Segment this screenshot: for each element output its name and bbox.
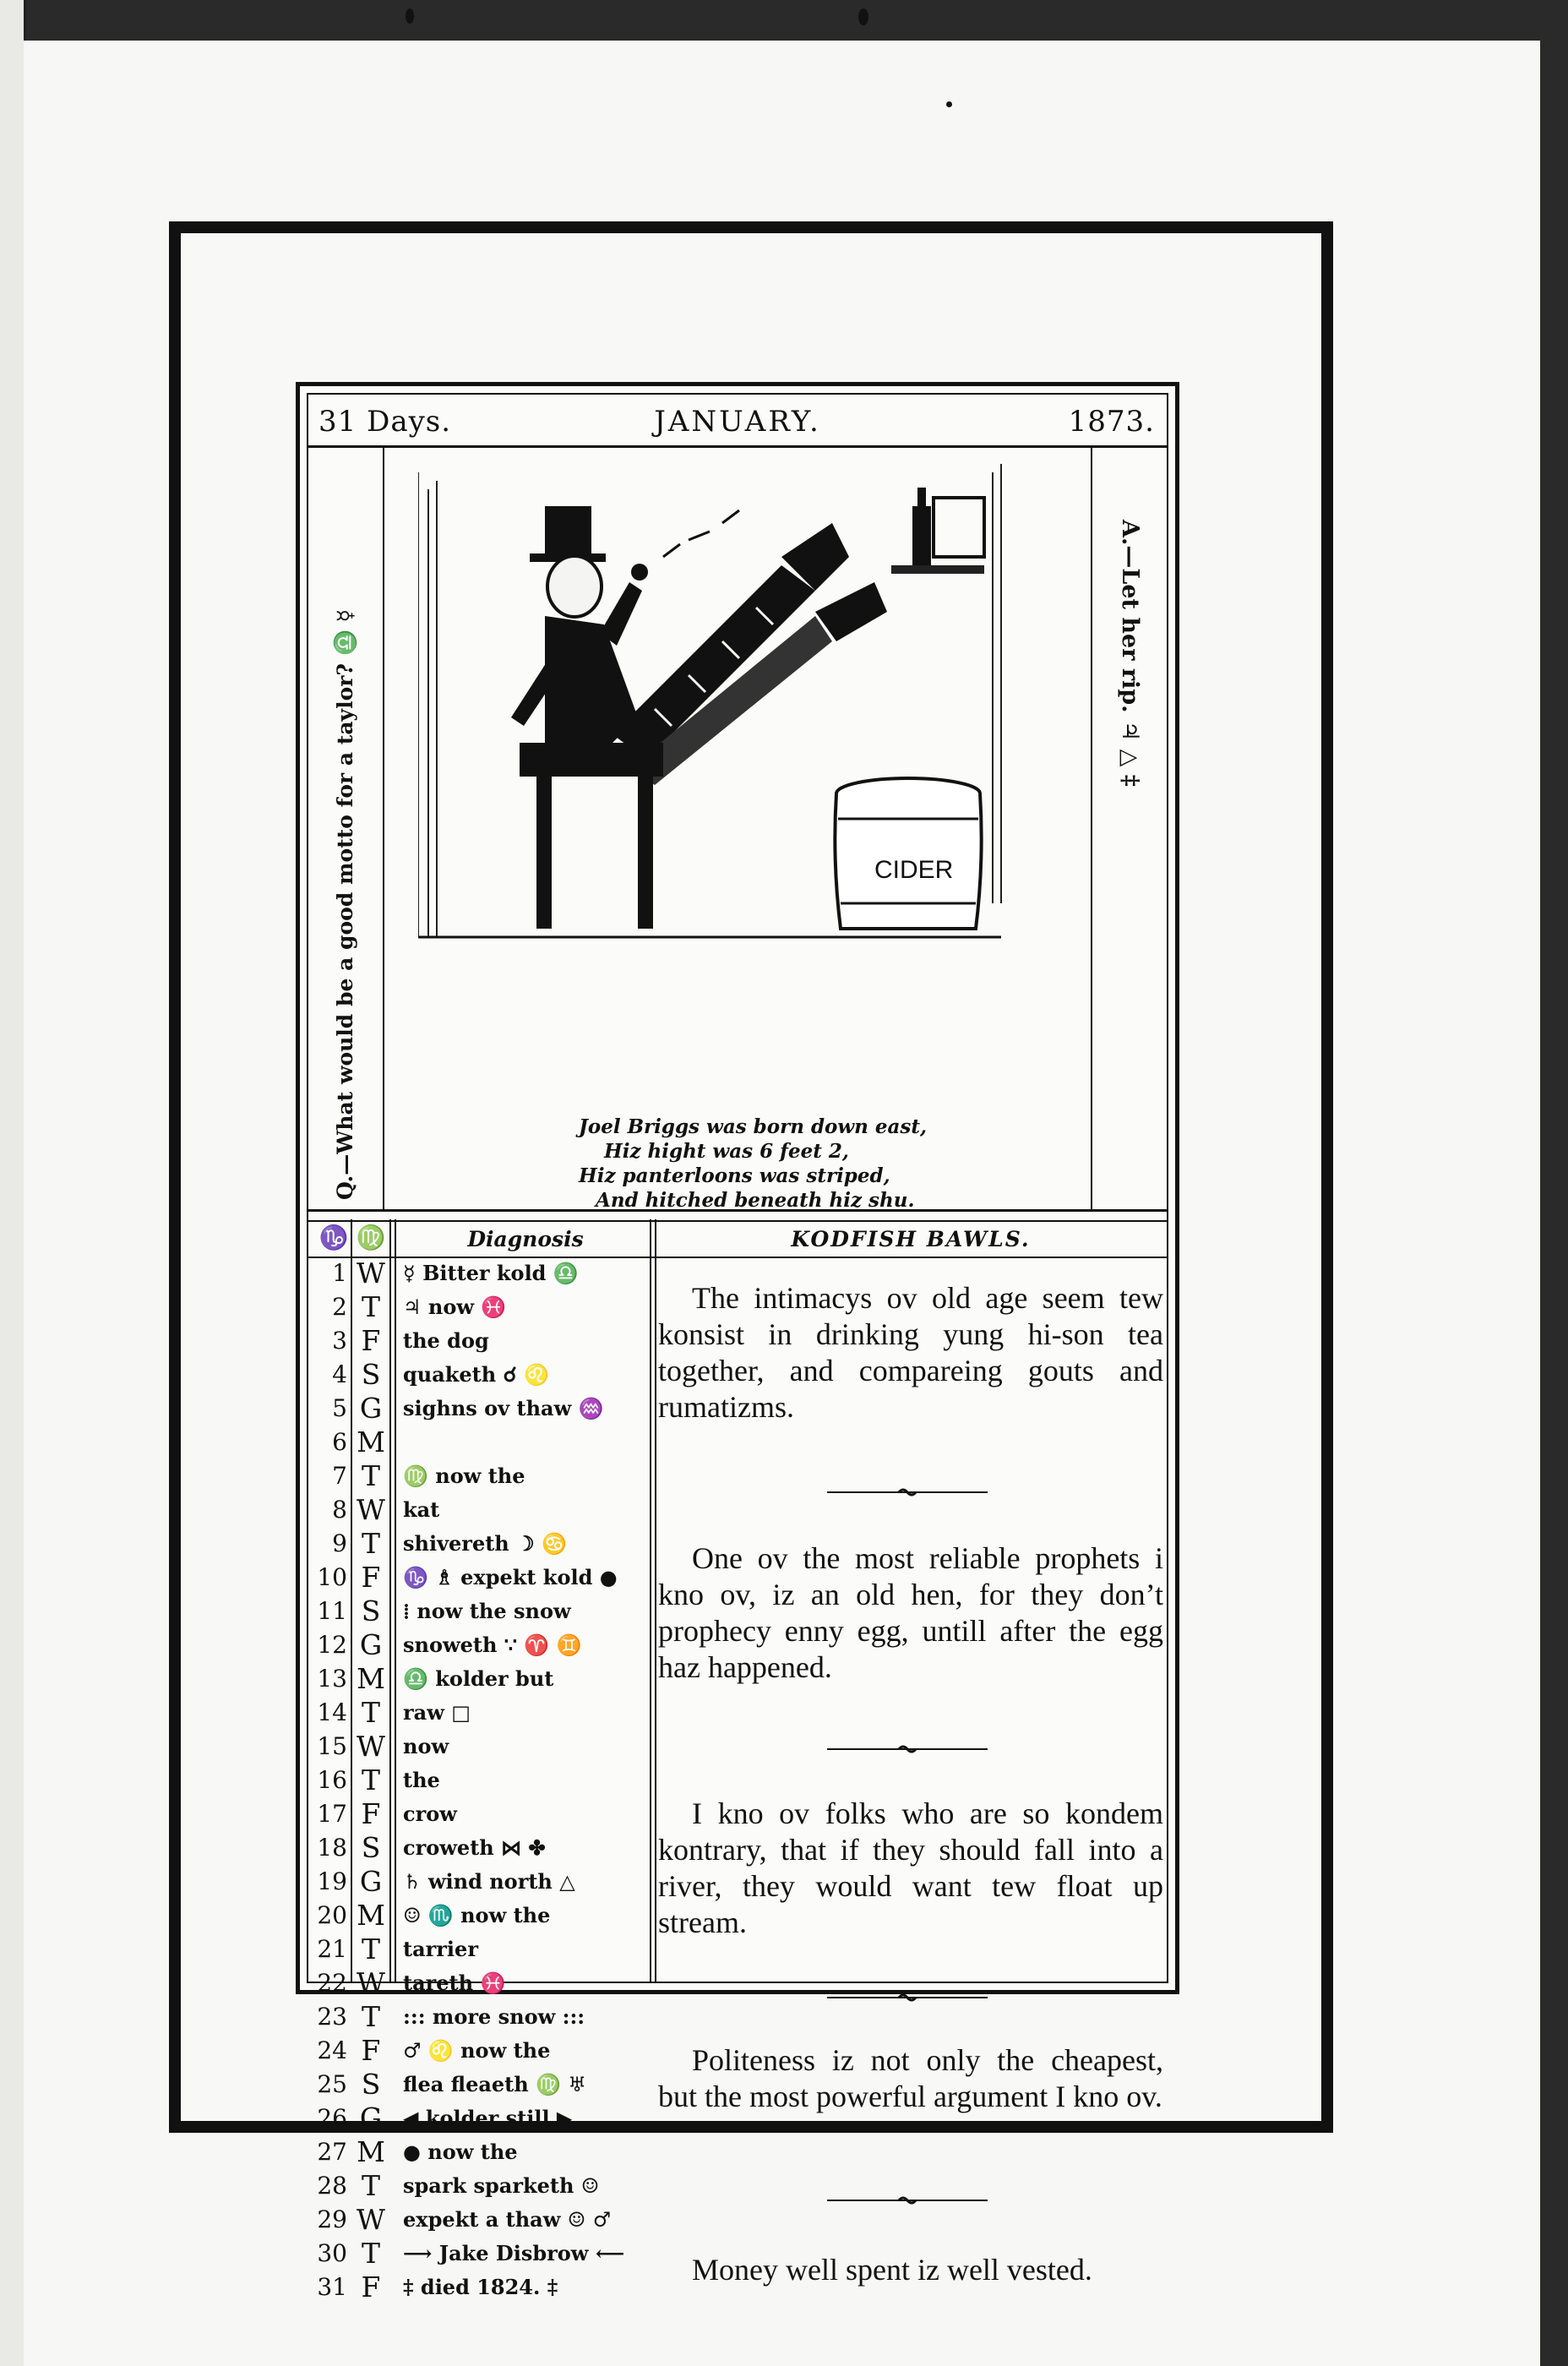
diagnosis-entry: ☿ Bitter kold ♎ <box>403 1261 579 1285</box>
weekday-letter: T <box>361 1459 380 1492</box>
paragraph: One ov the most reliable prophets i kno ov, iz an old hen, for they don’t prophecy enny egg, untill after the egg haz happened. <box>658 1541 1163 1684</box>
day-number: 13 <box>317 1665 347 1693</box>
flourish-divider <box>827 1992 988 2003</box>
diagnosis-entry <box>403 1426 648 1459</box>
diagnosis-entry: ☺ ♏ now the <box>403 1903 551 1927</box>
day-number: 26 <box>317 2104 347 2132</box>
section-title: KODFISH BAWLS. <box>791 1227 1031 1251</box>
weekday-letter: T <box>361 2169 380 2202</box>
month-name: JANUARY. <box>654 405 821 439</box>
col-day-header: ♍ <box>356 1224 386 1251</box>
diagnosis-entry: ♄ wind north △ <box>403 1869 575 1894</box>
diagnosis-entry: sighns ov thaw ♒ <box>403 1396 604 1420</box>
column-rule <box>395 1219 396 1982</box>
illustration-panel <box>384 447 1091 1212</box>
riddle-question-column <box>308 447 384 1209</box>
day-number: 16 <box>317 1766 347 1794</box>
column-rule <box>655 1219 656 1982</box>
speck <box>858 8 868 25</box>
day-number: 20 <box>317 1901 347 1929</box>
weekday-letter: M <box>357 1899 385 1932</box>
weekday-letter: W <box>357 1257 385 1289</box>
column-rule <box>389 1219 391 1982</box>
day-number: 23 <box>317 2003 347 2031</box>
days-count: 31 Days. <box>318 405 452 439</box>
weekday-letter: T <box>361 1764 380 1796</box>
illustration-caption <box>579 1115 1086 1213</box>
almanac-inner-border <box>307 393 1168 2303</box>
weekday-letter: T <box>361 1290 380 1323</box>
day-number: 27 <box>317 2138 347 2166</box>
flourish-divider <box>827 1486 988 1498</box>
riddle-question: Q.—What would be a good motto for a taylor? ♎ ☿ <box>333 609 357 1200</box>
weekday-letter: W <box>357 1966 385 1999</box>
weekday-column <box>352 1257 389 2304</box>
day-number: 11 <box>317 1597 347 1625</box>
weekday-letter: S <box>361 1831 381 1864</box>
weekday-letter: T <box>361 1527 380 1560</box>
weekday-letter: T <box>361 2237 380 2270</box>
riddle-answer-column <box>1091 447 1167 1209</box>
day-number: 6 <box>332 1428 347 1456</box>
paragraph: I kno ov folks who are so kondem kontrary, that if they should fall into a river, they would want tew float up stream. <box>658 1796 1163 1939</box>
diagnosis-entry: tareth ♓ <box>403 1971 506 1995</box>
day-number: 12 <box>317 1631 347 1659</box>
day-number: 22 <box>317 1969 347 1997</box>
weekday-letter: F <box>361 2271 381 2303</box>
day-number: 3 <box>332 1327 347 1355</box>
diagnosis-entry: crow <box>403 1802 457 1826</box>
paragraph: The intimacys ov old age seem tew konsist in drinking yung hi-son tea together, and compareing gouts and rumatizms. <box>658 1281 1163 1424</box>
day-number: 17 <box>317 1800 347 1828</box>
weekday-letter: S <box>361 1595 381 1627</box>
day-number: 29 <box>317 2205 347 2233</box>
weekday-letter: F <box>361 2034 381 2067</box>
diagnosis-entry: raw □ <box>403 1700 471 1725</box>
day-number: 25 <box>317 2070 347 2098</box>
weekday-letter: W <box>357 2203 385 2236</box>
diagnosis-entry: spark sparketh ☺ <box>403 2173 600 2198</box>
day-number: 31 <box>317 2273 347 2301</box>
diagnosis-entry: kat <box>403 1497 440 1522</box>
diagnosis-entry: expekt a thaw ☺ ♂ <box>403 2207 612 2232</box>
day-number: 2 <box>332 1293 347 1321</box>
diagnosis-entry: ♍ now the <box>403 1464 525 1488</box>
diagnosis-entry: flea fleaeth ♍ ♅ <box>403 2072 586 2096</box>
almanac-page <box>296 382 1179 2303</box>
cider-barrel <box>835 778 981 929</box>
month-header <box>308 395 1167 448</box>
weekday-letter: M <box>357 2135 385 2168</box>
day-number: 10 <box>317 1563 347 1591</box>
col-num-header: ♑ <box>318 1224 349 1251</box>
diagnosis-entry: ⟶ Jake Disbrow ⟵ <box>403 2241 625 2265</box>
caption-line: Hiz panterloons was striped, <box>579 1164 890 1187</box>
diagnosis-entry: quaketh ☌ ♌ <box>403 1362 549 1387</box>
weekday-letter: M <box>357 1662 385 1695</box>
day-number: 4 <box>332 1360 347 1388</box>
weekday-letter: S <box>361 2068 381 2101</box>
diagnosis-entry: ⁞ now the snow <box>403 1599 571 1623</box>
illustration-band <box>308 447 1167 1212</box>
weekday-letter: F <box>361 1561 381 1594</box>
speck <box>946 101 952 107</box>
caption-line: And hitched beneath hiz shu. <box>596 1189 915 1212</box>
diagnosis-header: Diagnosis <box>467 1227 584 1251</box>
speck <box>406 8 414 24</box>
day-number: 1 <box>332 1259 347 1287</box>
day-number: 5 <box>332 1394 347 1422</box>
day-number: 15 <box>317 1732 347 1760</box>
barrel-label: CIDER <box>874 856 954 884</box>
diagnosis-entry: snoweth ∵ ♈ ♊ <box>403 1633 582 1657</box>
weekday-letter: W <box>357 1730 385 1763</box>
flourish-divider <box>827 1743 988 1755</box>
diagnosis-entry: ◀ kolder still ▶ <box>403 2106 573 2130</box>
day-number: 30 <box>317 2239 347 2267</box>
day-number: 14 <box>317 1698 347 1726</box>
day-number: 21 <box>317 1935 347 1963</box>
calendar-table <box>308 1219 1167 2303</box>
diagnosis-column <box>403 1257 648 2304</box>
diagnosis-entry: ::: more snow ::: <box>403 2004 585 2029</box>
diagnosis-entry: ● now the <box>403 2140 518 2164</box>
paragraph: Money well spent iz well vested. <box>692 2253 1092 2287</box>
weekday-letter: G <box>359 2102 383 2134</box>
day-number: 9 <box>332 1529 347 1557</box>
woodcut-illustration <box>418 464 1077 1106</box>
day-number: 28 <box>317 2172 347 2200</box>
day-number-column <box>308 1257 351 2304</box>
weekday-letter: F <box>361 1797 381 1830</box>
diagnosis-entry: now <box>403 1734 449 1758</box>
adjacent-page-edge <box>0 0 26 2366</box>
joel-briggs-figure <box>511 506 887 929</box>
weekday-letter: G <box>359 1865 383 1898</box>
diagnosis-entry: tarrier <box>403 1937 478 1961</box>
riddle-answer: A.—Let her rip. ♃ △ ‡ <box>1117 519 1143 787</box>
diagnosis-entry: ‡ died 1824. ‡ <box>403 2275 558 2299</box>
diagnosis-entry: ♃ now ♓ <box>403 1295 507 1319</box>
diagnosis-entry: shivereth ☽ ♋ <box>403 1531 567 1556</box>
day-number: 19 <box>317 1867 347 1895</box>
weekday-letter: F <box>361 1324 381 1357</box>
day-number: 7 <box>332 1462 347 1490</box>
weekday-letter: G <box>359 1392 383 1425</box>
diagnosis-entry: ♑ ♗ expekt kold ● <box>403 1565 618 1589</box>
paragraph: Politeness iz not only the cheapest, but the most powerful argument I kno ov. <box>658 2043 1163 2113</box>
flourish-divider <box>827 2194 988 2206</box>
day-number: 18 <box>317 1834 347 1862</box>
caption-line: Hiz hight was 6 feet 2, <box>604 1140 849 1163</box>
day-number: 8 <box>332 1496 347 1524</box>
weekday-letter: M <box>357 1426 385 1458</box>
column-rule <box>650 1219 651 1982</box>
day-number: 24 <box>317 2036 347 2064</box>
diagnosis-entry: the dog <box>403 1328 489 1353</box>
caption-line: Joel Briggs was born down east, <box>579 1115 928 1138</box>
diagnosis-entry: ♎ kolder but <box>403 1666 554 1691</box>
diagnosis-entry: croweth ⋈ ✤ <box>403 1835 546 1860</box>
diagnosis-entry: ♂ ♌ now the <box>403 2038 551 2063</box>
weekday-letter: G <box>359 1628 383 1661</box>
weekday-letter: W <box>357 1493 385 1526</box>
weekday-letter: T <box>361 1933 380 1965</box>
diagnosis-entry: the <box>403 1768 440 1792</box>
weekday-letter: T <box>361 2000 380 2033</box>
year: 1873. <box>1068 405 1155 439</box>
weekday-letter: S <box>361 1358 381 1391</box>
weekday-letter: T <box>361 1696 380 1729</box>
